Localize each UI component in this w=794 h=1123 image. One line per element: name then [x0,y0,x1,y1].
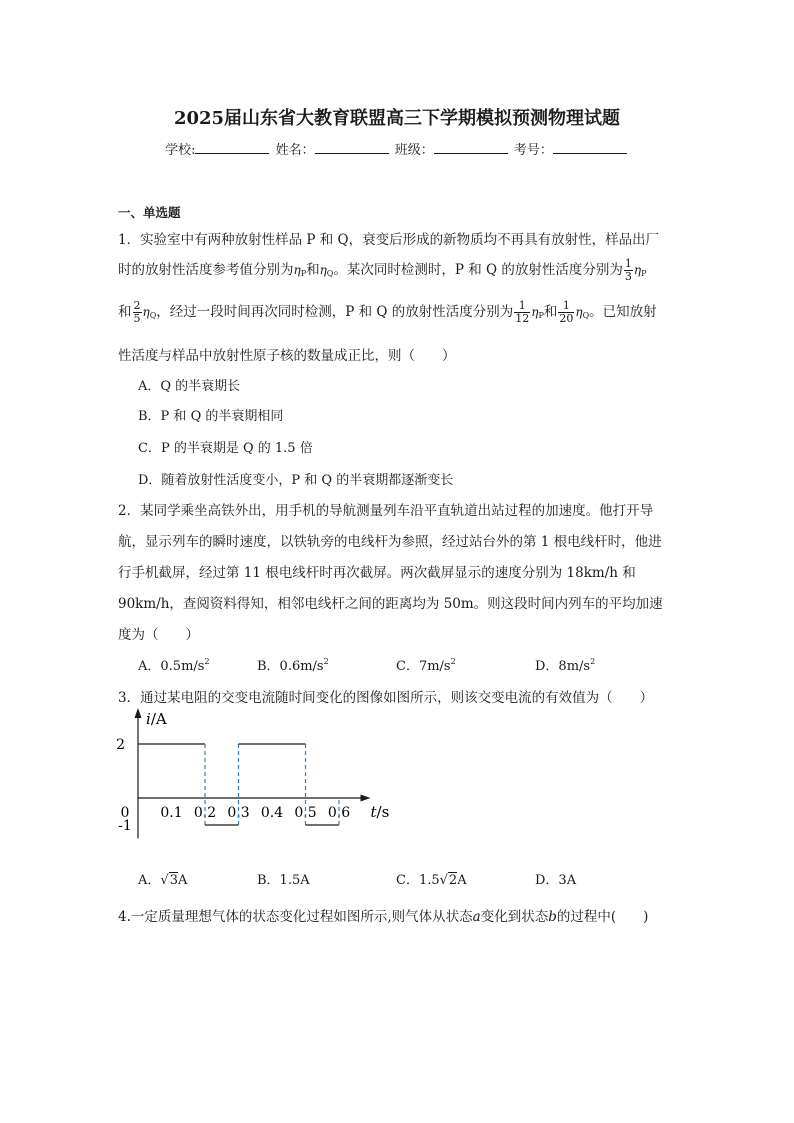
sub-q: Q [582,311,590,320]
sub-p: P [538,311,544,320]
x-tick-label: 0.5 [294,805,317,821]
squared-sup: 2 [450,657,456,666]
class-blank[interactable] [434,141,508,154]
eta-symbol: η [293,263,301,277]
sub-p: P [300,269,307,278]
q4-text-a: 4.一定质量理想气体的状态变化过程如图所示,则气体从状态 [118,909,473,925]
and-text: 和 [543,304,558,320]
q1-line2 [118,258,646,283]
eta-p [531,305,544,319]
q4-text-c: 的过程中( ) [556,909,649,925]
x-tick-label: 0.1 [160,805,183,821]
q2-option-b-text: B．0.6m/s [257,659,324,674]
name-blank[interactable] [315,141,389,154]
origin-label: 0 [120,805,130,821]
sub-p: P [641,269,647,278]
state-b: b [548,909,557,925]
radicand: 3 [169,873,178,888]
and-text: 和 [306,262,320,278]
q3-option-c-prefix: C．1.5 [396,873,440,888]
fraction-1-20 [558,300,574,325]
y-tick-label: 2 [116,737,125,753]
q1-option-d[interactable]: D．随着放射性活度变小，P 和 Q 的半衰期都逐渐变长 [138,473,454,488]
q1-option-b[interactable]: B．P 和 Q 的半衰期相同 [138,409,284,424]
frac-num: 1 [558,300,574,313]
q1-option-a[interactable]: A．Q 的半衰期长 [138,379,241,394]
number-blank[interactable] [553,141,627,154]
eta-p [634,263,647,277]
sub-q: Q [149,311,157,320]
eta-p [294,263,307,277]
eta-q [143,305,157,319]
x-axis-arrow [361,795,371,802]
frac-num: 2 [133,299,141,312]
q3-option-c[interactable]: C．1.5√2A [396,873,467,888]
q2-option-c[interactable] [396,655,456,674]
q4-line1 [118,905,648,925]
eta-symbol: η [575,305,583,319]
y-tick-label: -1 [118,818,132,834]
school-label: 学校: [165,143,196,158]
fraction-2-5 [133,300,142,325]
q2-option-c-text: C．7m/s [396,659,451,674]
squared-sup: 2 [204,657,210,666]
q2-option-a-text: A．0.5m/s [138,659,205,674]
school-blank[interactable] [195,141,269,154]
eta-symbol: η [633,263,642,277]
q2-option-d-text: D．8m/s [535,659,591,674]
q2-option-d[interactable] [535,655,595,674]
q2-line5: 度为（ ） [118,627,199,643]
x-tick-label: 0.2 [193,805,217,821]
q1-line3-text-a: 和 [118,304,132,320]
q2-line1: 2．某同学乘坐高铁外出，用手机的导航测量列车沿平直轨道出站过程的加速度。他打开导 [118,503,654,519]
student-info-row [0,139,794,158]
q1-option-c[interactable]: C．P 的半衰期是 Q 的 1.5 倍 [138,441,313,456]
fraction-1-3 [624,258,633,283]
q2-line4: 90km/h，查阅资料得知，相邻电线杆之间的距离均为 50m。则这段时间内列车的平均加速 [118,596,663,612]
eta-q [320,263,334,277]
frac-den: 5 [133,312,141,325]
x-tick-label: 0.3 [227,805,250,821]
sub-q: Q [326,269,334,278]
eta-symbol: η [319,263,327,277]
eta-q [575,305,589,319]
chart-layer [116,708,389,839]
q1-line1: 1．实验室中有两种放射性样品 P 和 Q，衰变后形成的新物质均不再具有放射性，样品出厂 [118,232,660,248]
q3-option-a[interactable]: A．√3A [138,873,188,888]
number-label: 考号： [513,143,553,158]
current-time-graph [112,706,392,858]
fraction-1-12 [514,300,530,325]
q1-line3-text-c: 。已知放射 [589,304,657,320]
frac-den: 20 [559,312,574,325]
frac-den: 3 [624,270,632,283]
x-tick-label: 0.4 [260,805,284,821]
state-a: a [472,909,481,925]
frac-den: 12 [515,312,530,325]
q1-line2-text-b: 。某次同时检测时，P 和 Q 的放射性活度分别为 [333,262,623,278]
q1-line2-text-a: 时的放射性活度参考值分别为 [118,262,294,278]
q4-text-b: 变化到状态 [480,909,549,925]
radicand: 2 [448,873,458,888]
q2-option-b[interactable] [257,655,329,674]
y-axis-label: i/A [146,710,167,728]
y-axis-arrow [135,708,142,718]
q2-option-a[interactable] [138,655,210,674]
squared-sup: 2 [590,657,596,666]
x-tick-label: 0.6 [327,805,351,821]
q3-option-d[interactable]: D．3A [535,873,577,888]
frac-num: 1 [514,300,530,313]
page-title: 2025届山东省大教育联盟高三下学期模拟预测物理试题 [173,108,621,129]
section-heading: 一、单选题 [118,205,181,220]
q3-line1: 3．通过某电阻的交变电流随时间变化的图像如图所示，则该交变电流的有效值为（ ） [118,690,654,706]
q1-line3-text-b: ，经过一段时间再次同时检测，P 和 Q 的放射性活度分别为 [156,304,514,320]
eta-symbol: η [531,305,539,319]
x-axis-label: t/s [370,803,390,821]
eta-symbol: η [142,305,150,319]
name-label: 姓名： [275,143,315,158]
frac-num: 1 [624,257,632,270]
q3-option-a-prefix: A． [138,873,161,888]
class-label: 班级： [394,143,434,158]
q2-line3: 行手机截屏，经过第 11 根电线杆时再次截屏。两次截屏显示的速度分别为 18km/h 和 [118,565,636,581]
q2-line2: 航，显示列车的瞬时速度，以铁轨旁的电线杆为参照，经过站台外的第 1 根电线杆时，他进 [118,534,662,550]
q3-option-b[interactable]: B．1.5A [257,873,310,888]
squared-sup: 2 [323,657,329,666]
q1-line3 [118,300,657,325]
unit: A [457,873,467,888]
unit: A [177,873,188,888]
q1-line4: 性活度与样品中放射性原子核的数量成正比，则（ ） [118,348,456,364]
